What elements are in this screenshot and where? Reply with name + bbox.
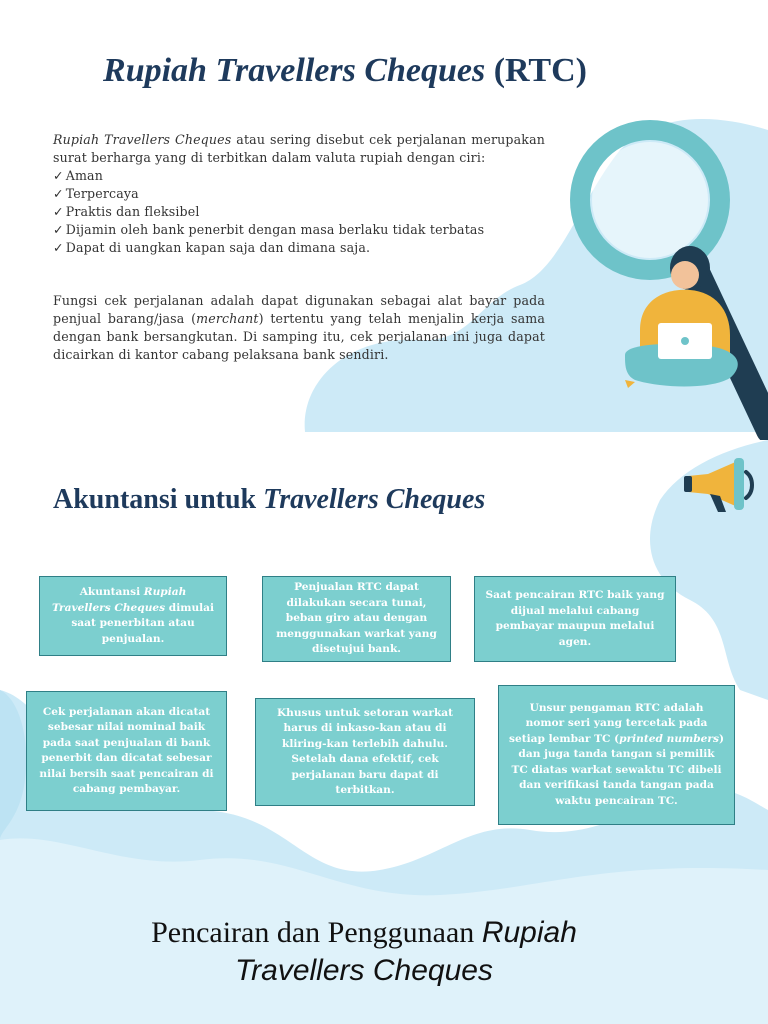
fungsi-paragraph	[53, 292, 545, 364]
intro-lead-text: atau sering disebut cek perjalanan merupakan surat berharga yang di terbitkan dalam valuta rupiah dengan ciri:	[53, 132, 545, 165]
box6-post: ) dan juga tanda tangan si pemilik TC diatas warkat sewaktu TC dibeli dan verifikasi tanda tangan pada waktu pencairan TC.	[511, 732, 724, 807]
box2-text: Penjualan RTC dapat dilakukan secara tunai, beban giro atau dengan menggunakan warkat yang disetujui bank.	[276, 581, 437, 656]
fungsi-text-2: ) tertentu yang telah menjalin kerja sama dengan bank bersangkutan. Di samping itu, cek perjalanan ini juga dapat dicairkan di kantor cabang pelaksana bank sendiri.	[53, 311, 545, 362]
intro-paragraph	[53, 131, 545, 257]
box6-italic: printed numbers	[619, 732, 719, 745]
feature-item: ✓ Terpercaya	[53, 185, 545, 203]
footer-line2-italic: Travellers Cheques	[235, 954, 493, 987]
box1-post: dimulai saat penerbitan atau penjualan.	[71, 601, 215, 645]
title-rest: (RTC)	[485, 52, 587, 89]
intro-lead-italic: Rupiah Travellers Cheques	[53, 132, 232, 147]
info-box-1	[39, 576, 227, 656]
box4-text: Cek perjalanan akan dicatat sebesar nilai nominal baik pada saat penjualan di bank penerbit dan dicatat sebesar nilai bersih saat pencairan di cabang pembayar.	[39, 705, 214, 795]
feature-item: ✓ Dijamin oleh bank penerbit dengan masa berlaku tidak terbatas	[53, 221, 545, 239]
footer-title	[0, 914, 728, 990]
feature-item: ✓ Dapat di uangkan kapan saja dan dimana saja.	[53, 239, 545, 257]
info-box-4	[26, 691, 227, 811]
section-title-akuntansi	[53, 484, 485, 516]
title-italic: Rupiah Travellers Cheques	[103, 52, 486, 89]
box3-text: Saat pencairan RTC baik yang dijual melalui cabang pembayar maupun melalui agen.	[485, 589, 665, 648]
fungsi-italic: merchant	[196, 311, 259, 326]
info-box-3	[474, 576, 676, 662]
feature-list	[53, 167, 545, 257]
info-box-6	[498, 685, 735, 825]
info-box-5	[255, 698, 475, 806]
box1-pre: Akuntansi	[79, 586, 144, 598]
box6-pre: Unsur pengaman RTC adalah nomor seri yang tercetak pada setiap lembar TC (	[509, 701, 708, 745]
section-title-plain: Akuntansi untuk	[53, 484, 264, 515]
feature-item: ✓ Praktis dan fleksibel	[53, 203, 545, 221]
box5-text: Khusus untuk setoran warkat harus di inkaso-kan atau di kliring-kan terlebih dahulu. Setelah dana efektif, cek perjalanan baru dapat di terbitkan.	[276, 706, 454, 796]
feature-item: ✓ Aman	[53, 167, 545, 185]
section-title-italic: Travellers Cheques	[263, 484, 486, 515]
box1-italic: Rupiah Travellers Cheques	[51, 586, 187, 614]
page-title	[0, 52, 690, 90]
fungsi-text-1: Fungsi cek perjalanan adalah dapat digunakan sebagai alat bayar pada penjual barang/jasa (	[53, 293, 545, 326]
footer-line1-italic: Rupiah	[481, 916, 577, 949]
footer-line1-plain: Pencairan dan Penggunaan	[151, 916, 482, 949]
info-box-2	[262, 576, 451, 662]
